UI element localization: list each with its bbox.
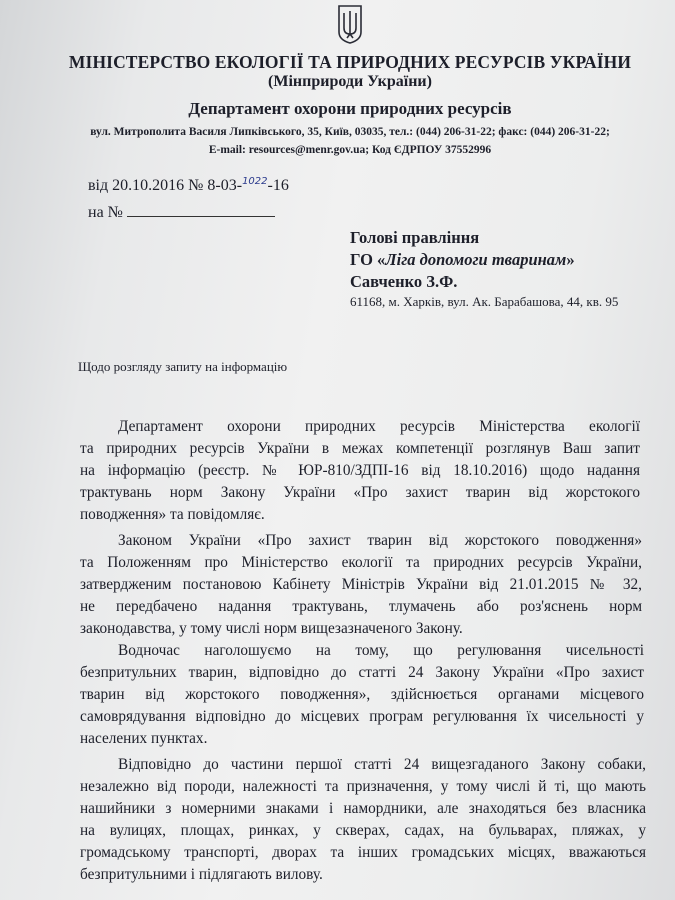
body-line: на інформацію (реєстр. № ЮР-810/ЗДПІ-16 від 18.10.2016) щодо надання	[80, 462, 640, 479]
trident-coat-of-arms-icon	[337, 4, 363, 44]
department-title: Департамент охорони природних ресурсів	[188, 99, 512, 118]
incoming-reference	[88, 202, 275, 222]
body-line: населених пунктах.	[80, 730, 208, 747]
handwritten-number: 1022	[242, 176, 268, 187]
body-line: самоврядування відповідно до місцевих програм регулювання їх чисельності у	[80, 708, 644, 725]
body-line: та природних ресурсів України в межах компетенції розглянув Ваш запит	[80, 440, 640, 457]
body-line: трактувань норм Закону України «Про захист тварин від жорстокого	[80, 484, 640, 501]
recipient-address: 61168, м. Харків, вул. Ак. Барабашова, 44, кв. 95	[350, 294, 619, 309]
body-line: затвердженим постановою Кабінету Міністрів України від 21.01.2015 № 32,	[80, 576, 642, 593]
body-line: нашийники з номерними знаками і намордники, але знаходяться без власника	[80, 800, 646, 817]
incoming-reference-blank	[127, 202, 275, 217]
recipient-name: Савченко З.Ф.	[350, 272, 458, 291]
body-line: Відповідно до частини першої статті 24 вищезгаданого Закону собаки,	[118, 756, 646, 773]
body-line: та Положенням про Міністерство екології та природних ресурсів України,	[80, 554, 642, 571]
body-line: не передбачено надання трактувань, тлумачень або роз'яснень норм	[80, 598, 642, 615]
recipient-organization	[350, 250, 575, 270]
body-line: поводження» та повідомляє.	[80, 506, 265, 523]
incoming-reference-label: на №	[88, 204, 123, 221]
body-line: тварин від жорстокого поводження», здійснюється органами місцевого	[80, 686, 644, 703]
body-line: незалежно від породи, належності та призначення, у тому числі й ті, що мають	[80, 778, 646, 795]
body-line: Законом України «Про захист тварин від жорстокого поводження»	[118, 532, 642, 549]
body-line: громадському транспорті, дворах та інших громадських місцях, вважаються	[80, 844, 646, 861]
outgoing-reference	[88, 177, 289, 195]
letter-subject: Щодо розгляду запиту на інформацію	[78, 359, 288, 374]
body-line: законодавства, у тому числі норм вищезазначеного Закону.	[80, 620, 463, 637]
outgoing-reference-prefix: від 20.10.2016 № 8-03-	[88, 177, 243, 194]
ministry-short-name: (Мінприроди України)	[268, 73, 432, 90]
outgoing-reference-suffix: -16	[267, 177, 289, 194]
body-line: Водночас наголошуємо на тому, що регулювання чисельності	[118, 642, 644, 659]
recipient-org-suffix: »	[566, 250, 575, 269]
body-line: безпритульними і підлягають вилову.	[80, 866, 323, 883]
letterhead-contacts: E-mail: resources@menr.gov.ua; Код ЄДРПОУ 37552996	[208, 144, 492, 156]
ministry-title: МІНІСТЕРСТВО ЕКОЛОГІЇ ТА ПРИРОДНИХ РЕСУРСІВ УКРАЇНИ	[68, 52, 632, 72]
body-line: Департамент охорони природних ресурсів Міністерства екології	[118, 418, 640, 435]
recipient-position: Голові правління	[350, 228, 480, 247]
letterhead-address: вул. Митрополита Василя Липківського, 35, Київ, 03035, тел.: (044) 206-31-22; факс: (044) 206-31-22;	[90, 126, 610, 138]
recipient-org-name: Ліга допомоги тваринам	[385, 250, 567, 269]
body-line: безпритульних тварин, відповідно до статті 24 Закону України «Про захист	[80, 664, 644, 681]
recipient-org-prefix: ГО «	[350, 250, 386, 269]
body-line: на вулицях, площах, ринках, у скверах, садах, на бульварах, пляжах, у	[80, 822, 646, 839]
